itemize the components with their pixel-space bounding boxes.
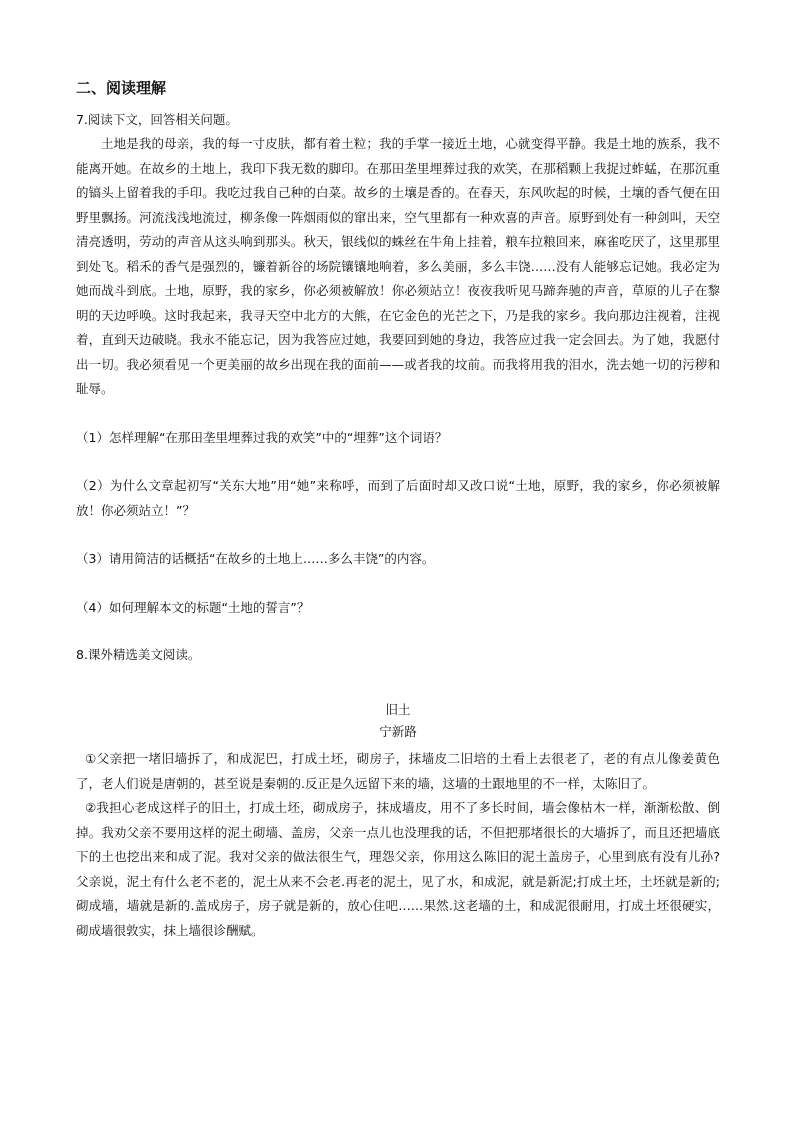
question-7-sub-1: （1）怎样理解“在那田垄里埋葬过我的欢笑”中的“埋葬”这个词语？ <box>76 429 448 445</box>
article-title: 旧土 <box>385 702 411 717</box>
question-7-passage: 土地是我的母亲，我的每一寸皮肤，都有着土粒；我的手掌一接近土地，心就变得平静。我是土地的族系，我不能离开她。在故乡的土地上，我印下我无数的脚印。在那田垄里埋葬过我的欢笑，在那稻颗上我捉过蚱蜢，在那沉重的镐头上留着我的手印。我吃过我自己种的白菜。故乡的土壤是香的。在春天，东风吹起的时候，土壤的香气便在田野里飘扬。河流浅浅地流过，柳条像一阵烟雨似的窜出来，空气里都有一种欢喜的声音。原野到处有一种剑叫，天空清亮透明，劳动的声音从这头响到那头。秋天，银线似的蛛丝在牛角上挂着，粮车拉粮回来，麻雀吃厌了，这里那里到处飞。稻禾的香气是强烈的，镰着新谷的场院镶镶地响着，多么美丽，多么丰饶……没有人能够忘记她。我必定为她而战斗到底。土地，原野，我的家乡，你必须被解放！你必须站立！夜夜我听见马蹄奔驰的声音，草原的儿子在黎明的天边呼唤。这时我起来，我寻天空中北方的大熊，在它金色的光芒之下，乃是我的家乡。我向那边注视着，注视着，直到天边破晓。我永不能忘记，因为我答应过她，我要回到她的身边，我答应过我一定会回去。为了她，我愿付出一切。我必须看见一个更美丽的故乡出现在我的面前——或者我的坟前。而我将用我的泪水，洗去她一切的污秽和耻辱。 <box>76 136 720 396</box>
question-7-sub-4: （4）如何理解本文的标题“土地的誓言”？ <box>76 599 310 615</box>
question-8-heading: 8.课外精选美文阅读。 <box>76 647 201 662</box>
article-author: 宁新路 <box>379 724 417 739</box>
exam-page <box>76 78 720 943</box>
question-7-sub-3: （3）请用简洁的话概括“在故乡的土地上……多么丰饶”的内容。 <box>76 551 435 566</box>
article-paragraph-1: ①父亲把一堵旧墙拆了，和成泥巴，打成土坯，砌房子，抹墙皮二旧培的土看上去很老了，老的有点儿像姜黄色了，老人们说是唐朝的，甚至说是秦朝的.反正是久远留下来的墙，这墙的土跟地里的不一样，太陈旧了。 <box>76 751 720 791</box>
article-paragraph-2: ②我担心老成这样子的旧土，打成土坯，砌成房子，抹成墙皮，用不了多长时间，墙会像枯木一样，渐渐松散、倒掉。我劝父亲不要用这样的泥土砌墙、盖房，父亲一点儿也没理我的话，不但把那堵很长的大墙拆了，而且还把墙底下的土也挖出来和成了泥。我对父亲的做法很生气，理怨父亲，你用这么陈旧的泥土盖房子，心里到底有没有儿孙?父亲说，泥土有什么老不老的，泥土从来不会老.再老的泥土，见了水，和成泥，就是新泥;打成土坯，土坯就是新的;砌成墙，墙就是新的.盖成房子，房子就是新的，放心住吧……果然.这老墙的土，和成泥很耐用，打成土坯很硬实，砌成墙很敦实，抹上墙很诊酬赋。 <box>76 800 720 938</box>
question-7-sub-2: （2）为什么文章起初写“关东大地”用“她”来称呼，而到了后面时却又改口说“土地，原野，我的家乡，你必须被解放！你必须站立！”？ <box>76 478 720 518</box>
question-7-heading: 7.阅读下文，回答相关问题。 <box>76 112 238 127</box>
section-title: 二、阅读理解 <box>76 79 167 97</box>
